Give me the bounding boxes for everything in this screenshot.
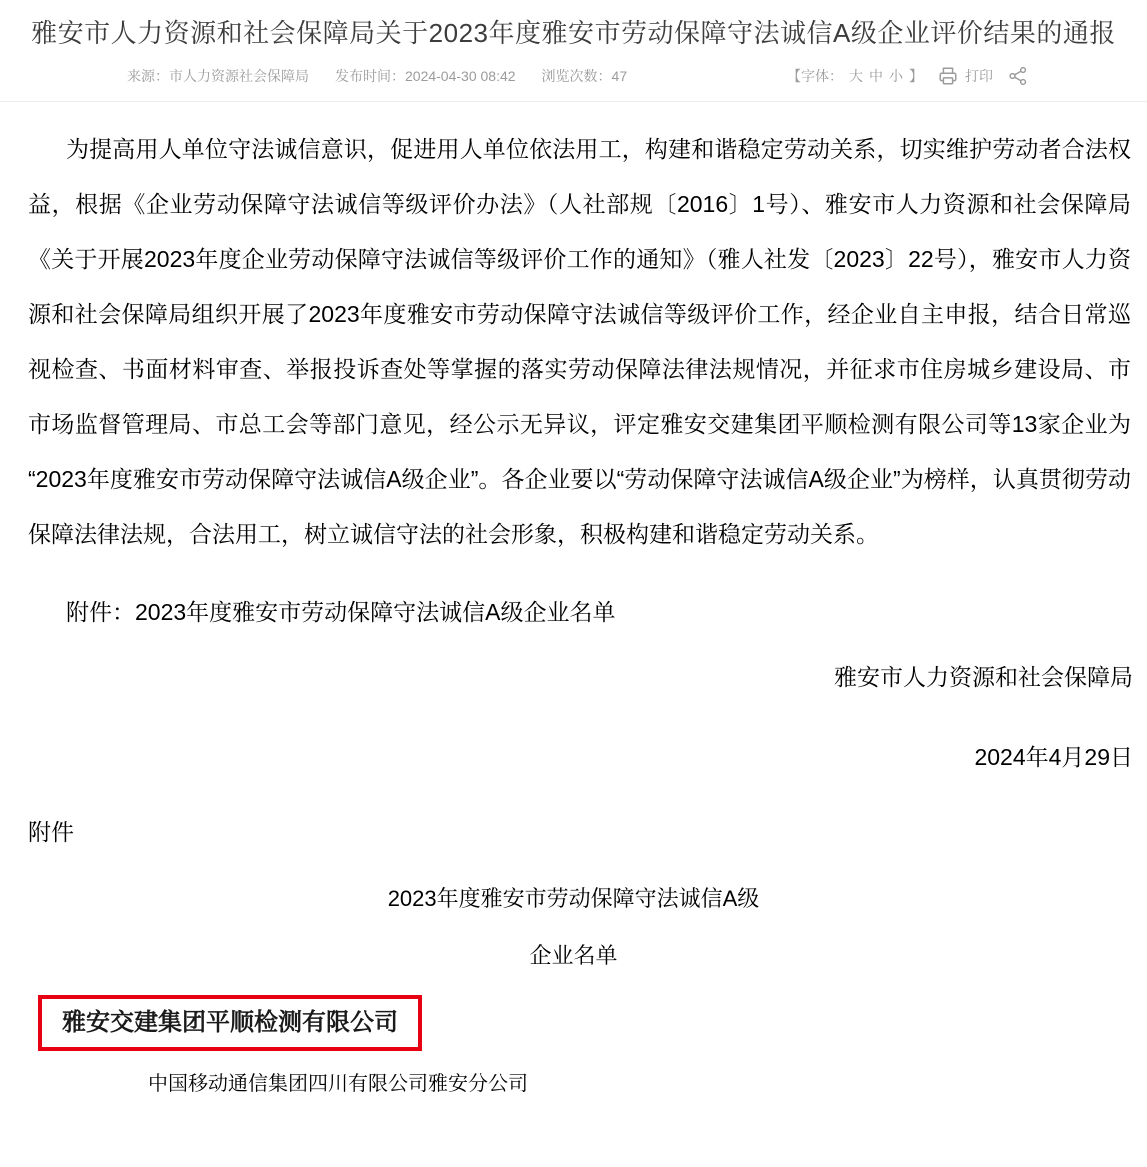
source-field (127, 66, 309, 86)
print-button[interactable] (937, 65, 993, 87)
publish-time-field (335, 66, 516, 86)
share-button[interactable] (1007, 65, 1029, 87)
attachment-heading-line1: 2023年度雅安市劳动保障守法诚信A级 (387, 886, 760, 911)
view-count-value: 47 (611, 68, 628, 84)
notice-content (0, 122, 1147, 1106)
print-label: 打印 (965, 68, 993, 84)
page-title: 雅安市人力资源和社会保障局关于2023年度雅安市劳动保障守法诚信А级企业评价结果的通报 (31, 18, 1116, 48)
meta-bar (0, 65, 1147, 102)
attachment-heading-line2: 企业名单 (529, 943, 618, 968)
font-size-label: 【字体： (787, 68, 843, 84)
view-count-label: 浏览次数： (541, 68, 612, 84)
font-size-small-button[interactable]: 小 (889, 68, 903, 84)
highlighted-company-row (38, 995, 1147, 1051)
notice-paragraph: 为提高用人单位守法诚信意识，促进用人单位依法用工，构建和谐稳定劳动关系，切实维护劳动者合法权益，根据《企业劳动保障守法诚信等级评价办法》（人社部规〔2016〕1号）、雅安市人力资源和社会保障局《关于开展2023年度企业劳动保障守法诚信等级评价工作的通知》（雅人社发〔2023〕22号），雅安市人力资源和社会保障局组织开展了2023年度雅安市劳动保障守法诚信等级评价工作，经企业自主申报，结合日常巡视检查、书面材料审查、举报投诉查处等掌握的落实劳动保障法律法规情况，并征求市住房城乡建设局、市市场监督管理局、市总工会等部门意见，经公示无异议，评定雅安交建集团平顺检测有限公司等13家企业为“2023年度雅安市劳动保障守法诚信А级企业”。各企业要以“劳动保障守法诚信A级企业”为榜样，认真贯彻劳动保障法律法规，合法用工，树立诚信守法的社会形象，积极构建和谐稳定劳动关系。 (28, 136, 1131, 547)
font-size-large-button[interactable]: 大 (849, 68, 863, 84)
font-size-label-close: 】 (909, 68, 923, 84)
attachment-label: 附件 (28, 819, 74, 845)
printer-icon (937, 65, 959, 87)
font-size-medium-button[interactable]: 中 (869, 68, 883, 84)
issuing-authority: 雅安市人力资源和社会保障局 (834, 664, 1133, 690)
source-label: 来源： (127, 68, 169, 84)
font-size-control (787, 66, 923, 86)
company-list-item: 中国移动通信集团四川有限公司雅安分公司 (148, 1073, 528, 1095)
attachment-reference-line: 附件：2023年度雅安市劳动保障守法诚信A级企业名单 (66, 599, 616, 625)
share-icon (1007, 65, 1029, 87)
publish-time-label: 发布时间： (335, 68, 405, 84)
issue-date: 2024年4月29日 (974, 744, 1133, 770)
meta-info (127, 66, 627, 86)
publish-time-value: 2024-04-30 08:42 (405, 68, 516, 84)
highlighted-company: 雅安交建集团平顺检测有限公司 (38, 995, 422, 1051)
view-count-field (542, 66, 628, 86)
source-value: 市人力资源社会保障局 (169, 68, 309, 84)
page-tools (787, 65, 1029, 87)
